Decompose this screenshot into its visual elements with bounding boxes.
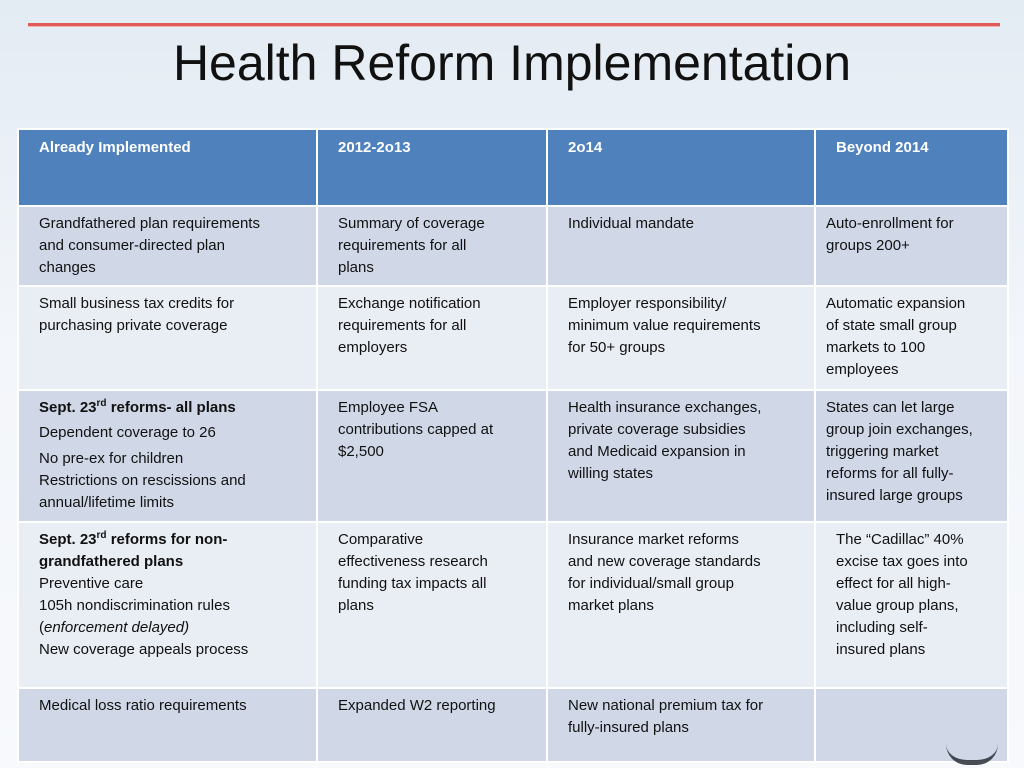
table-row [18,390,1008,522]
cell-line: employees [826,361,899,378]
cell-line: reforms for all fully- [826,465,954,482]
table-cell [815,522,1008,688]
cell-line: $2,500 [338,443,384,460]
cell-line: plans [338,597,374,614]
cell-line: New national premium tax for [568,697,764,714]
table-cell [547,206,815,286]
table-cell [815,390,1008,522]
table-cell [18,688,317,762]
cell-line: Restrictions on rescissions and [39,472,246,489]
italic-note: enforcement delayed) [44,619,190,636]
table-cell [547,522,815,688]
cell-line: contributions capped at [338,421,494,438]
header-already-implemented: Already Implemented [18,129,317,206]
cell-heading [39,529,298,551]
cell-heading: grandfathered plans [39,553,184,570]
table-cell [18,206,317,286]
table-cell [815,206,1008,286]
table-cell [317,688,547,762]
cell-line: willing states [568,465,654,482]
table-row [18,206,1008,286]
table-cell [317,286,547,390]
cell-line: group join exchanges, [826,421,973,438]
cell-line: value group plans, [836,597,959,614]
cell-line: Insurance market reforms [568,531,739,548]
cell-line: Expanded W2 reporting [338,697,496,714]
cell-line: markets to 100 [826,339,926,356]
cell-line: effect for all high- [836,575,951,592]
cell-line: and Medicaid expansion in [568,443,746,460]
cell-line: Dependent coverage to 26 [39,424,216,441]
cell-line: States can let large [826,399,955,416]
table-cell [317,206,547,286]
table-cell [547,688,815,762]
cell-line: for 50+ groups [568,339,666,356]
cell-line: purchasing private coverage [39,317,228,334]
cell-line: of state small group [826,317,957,334]
cell-line: Comparative [338,531,424,548]
cell-line: Employer responsibility/ [568,295,727,312]
heading-text: reforms for non- [106,531,228,548]
cell-line: changes [39,259,96,276]
cell-line: 105h nondiscrimination rules [39,597,230,614]
cell-line: Grandfathered plan requirements [39,215,260,232]
table-row [18,688,1008,762]
cell-line: Exchange notification [338,295,481,312]
cell-line: minimum value requirements [568,317,761,334]
cell-line: requirements for all [338,317,467,334]
cell-line: insured large groups [826,487,963,504]
table-row [18,286,1008,390]
cell-line: Automatic expansion [826,295,966,312]
cell-line: annual/lifetime limits [39,494,175,511]
ordinal-suffix: rd [96,530,107,541]
cell-line: private coverage subsidies [568,421,746,438]
cell-line: for individual/small group [568,575,734,592]
cell-line: The “Cadillac” 40% [836,531,964,548]
cell-heading [39,397,298,419]
cell-line [39,617,298,639]
paren-open: ( [39,619,44,636]
heading-text: Sept. 23 [39,399,97,416]
cell-line: and new coverage standards [568,553,761,570]
cell-line: Preventive care [39,575,144,592]
table-cell [18,522,317,688]
cell-line: employers [338,339,408,356]
cell-line: market plans [568,597,654,614]
title-rule [28,23,1000,27]
table-cell [18,390,317,522]
cell-line: No pre-ex for children [39,450,184,467]
cell-line: Auto-enrollment for [826,215,954,232]
cell-line: and consumer-directed plan [39,237,225,254]
cell-line: Health insurance exchanges, [568,399,762,416]
slide-title: Health Reform Implementation [172,35,852,91]
cell-line: groups 200+ [826,237,910,254]
heading-text: reforms- all plans [106,399,236,416]
cell-line: Summary of coverage [338,215,485,232]
cell-line: Individual mandate [568,215,694,232]
ordinal-suffix: rd [96,398,107,409]
cell-line: fully-insured plans [568,719,689,736]
header-2014: 2o14 [547,129,815,206]
cell-line: requirements for all [338,237,467,254]
cell-line: insured plans [836,641,926,658]
header-beyond-2014: Beyond 2014 [815,129,1008,206]
heading-text: Sept. 23 [39,531,97,548]
table-cell [18,286,317,390]
table-row [18,522,1008,688]
header-row [18,129,1008,206]
header-2012-2013: 2012-2o13 [317,129,547,206]
cell-line: triggering market [826,443,939,460]
cell-line: effectiveness research [338,553,488,570]
cell-line: Employee FSA [338,399,439,416]
cell-line: Small business tax credits for [39,295,235,312]
cell-line: funding tax impacts all [338,575,487,592]
table-cell [317,522,547,688]
table-cell [547,286,815,390]
implementation-table [17,128,1009,763]
cell-line: including self- [836,619,928,636]
cell-line: New coverage appeals process [39,641,249,658]
cell-line: plans [338,259,374,276]
table-cell [815,286,1008,390]
table-cell [547,390,815,522]
table-cell [317,390,547,522]
cell-line: Medical loss ratio requirements [39,697,247,714]
cell-line: excise tax goes into [836,553,968,570]
